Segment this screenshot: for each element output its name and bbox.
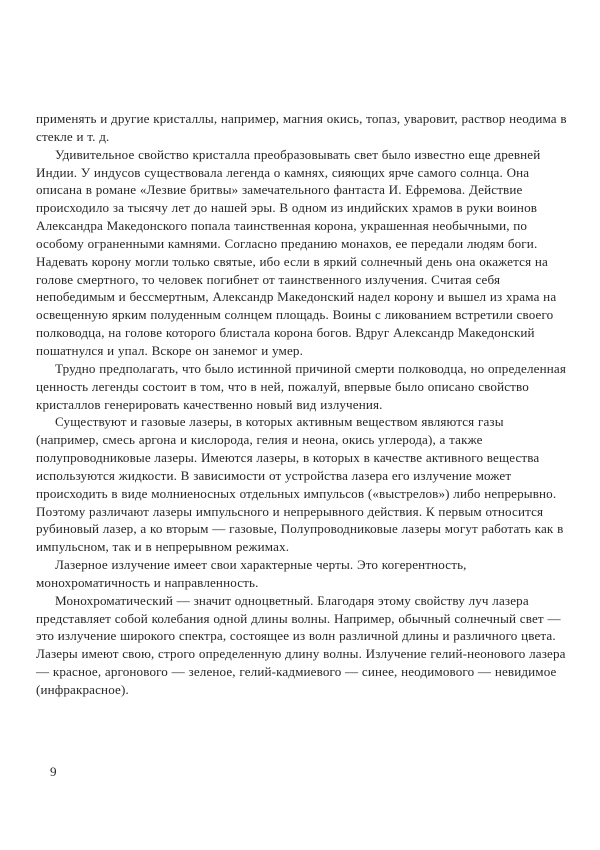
paragraph-1: применять и другие кристаллы, например, магния окись, топаз, уваровит, раствор неодима в стекле и т. д. — [36, 111, 567, 144]
paragraph-5: Лазерное излучение имеет свои характерные черты. Это когерентность, монохроматичность и направленность. — [36, 557, 467, 590]
page-number: 9 — [50, 764, 57, 779]
paragraph-6: Монохроматический — значит одноцветный. Благодаря этому свойству луч лазера представляет собой колебания одной длины волны. Например, обычный солнечный свет — это излучение широкого спектра, состоящее из волн различной длины и различного цвета. Лазеры имеют свою, строго определенную длину волны. Излучение гелий-неонового лазера — красное, аргонового — зеленое, гелий-кадмиевого — синее, неодимового — невидимое (инфракрасное). — [36, 592, 566, 697]
paragraph-3: Трудно предполагать, что было истинной причиной смерти полководца, но определенная ценность легенды состоит в том, что в ней, пожалуй, впервые было описано свойство кристаллов генерировать качественно новый вид излучения. — [36, 360, 566, 412]
paragraph-2: Удивительное свойство кристалла преобразовывать свет было известно еще древней Индии. У индусов существовала легенда о камнях, сияющих ярче самого солнца. Она описана в романе «Лезвие бритвы» замечательного фантаста И. Ефремова. Действие происходило за тысячу лет до нашей эры. В одном из индийских храмов в руки воинов Александра Македонского попала таинственная корона, украшенная необычными, по особому ограненными камнями. Согласно преданию монахов, ее передали людям боги. Надевать корону могли только святые, ибо если в яркий солнечный день она окажется на голове смертного, то человек погибнет от таинственного излучения. Считая себя непобедимым и бессмертным, Александр Македонский надел корону и вышел из храма на освещенную ярким полуденным солнцем площадь. Воины с ликованием встретили своего полководца, на голове которого блистала корона богов. Вдруг Александр Македонский пошатнулся и упал. Вскоре он занемог и умер. — [36, 146, 557, 358]
body-text-column — [36, 110, 567, 699]
paragraph-4: Существуют и газовые лазеры, в которых активным веществом являются газы (например, смесь аргона и кислорода, гелия и неона, окись углерода), а также полупроводниковые лазеры. Имеются лазеры, в которых в качестве активного вещества используются жидкости. В зависимости от устройства лазера его излучение может происходить в виде молниеносных отдельных импульсов («выстрелов») либо непрерывно. Поэтому различают лазеры импульсного и непрерывного действия. К первым относится рубиновый лазер, а ко вторым — газовые, Полупроводниковые лазеры могут работать как в импульсном, так и в непрерывном режимах. — [36, 414, 564, 555]
